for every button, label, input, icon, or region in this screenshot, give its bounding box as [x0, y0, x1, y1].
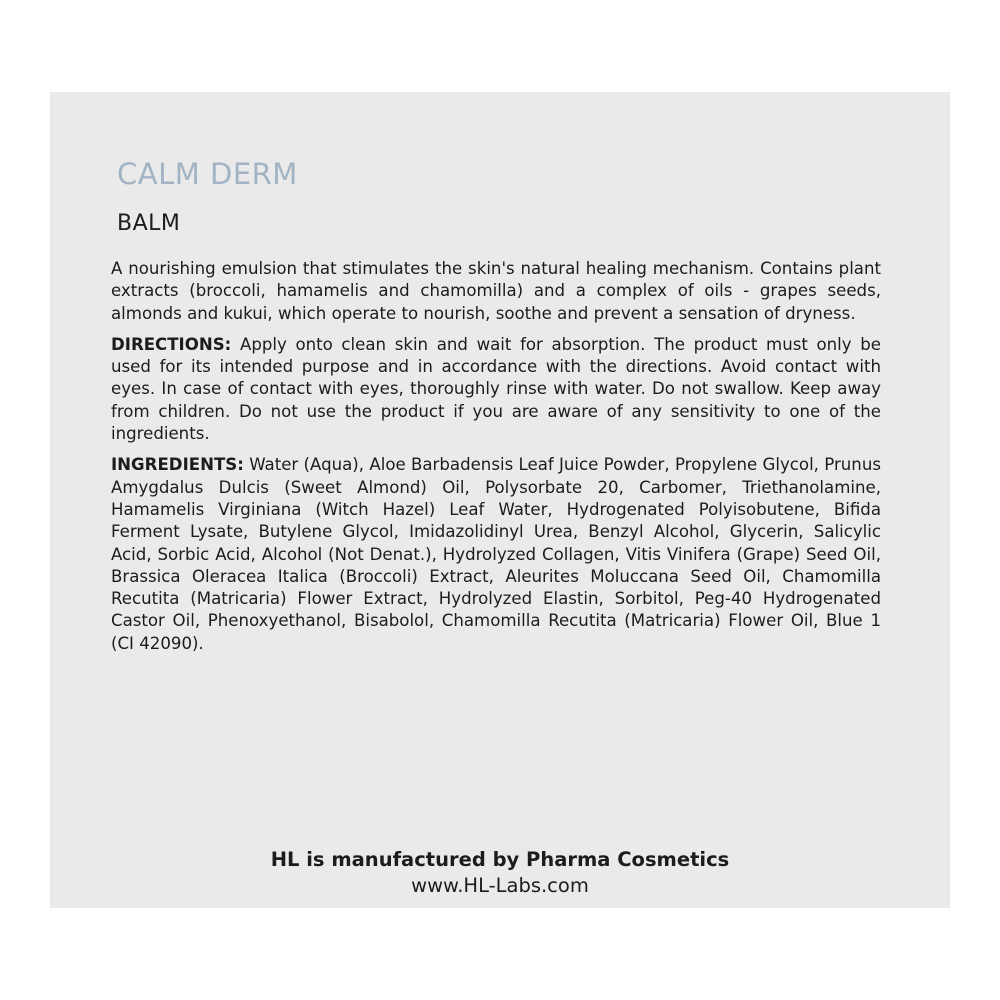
product-type: BALM: [117, 211, 181, 236]
directions-section: [111, 334, 881, 445]
directions-text: Apply onto clean skin and wait for absorption. The product must only be used for its intended purpose and in accordance with the directions. Avoid contact with eyes. In case of contact with eyes, thoroughly rinse with water. Do not swallow. Keep away from children. Do not use the product if you are aware of any sensitivity to one of the ingredients.: [111, 334, 881, 444]
directions-heading: DIRECTIONS:: [111, 334, 232, 354]
product-description: A nourishing emulsion that stimulates the skin's natural healing mechanism. Contains plant extracts (broccoli, hamamelis and chamomilla) and a complex of oils - grapes seeds, almonds and kukui, which operate to nourish, soothe and prevent a sensation of dryness.: [111, 259, 881, 323]
label-footer: [50, 847, 950, 899]
ingredients-text: Water (Aqua), Aloe Barbadensis Leaf Juice Powder, Propylene Glycol, Prunus Amygdalus Dulcis (Sweet Almond) Oil, Polysorbate 20, Carbomer, Triethanolamine, Hamamelis Virginiana (Witch Hazel) Leaf Water, Hydrogenated Polyisobutene, Bifida Ferment Lysate, Butylene Glycol, Imidazolidinyl Urea, Benzyl Alcohol, Glycerin, Salicylic Acid, Sorbic Acid, Alcohol (Not Denat.), Hydrolyzed Collagen, Vitis Vinifera (Grape) Seed Oil, Brassica Oleracea Italica (Broccoli) Extract, Aleurites Moluccana Seed Oil, Chamomilla Recutita (Matricaria) Flower Extract, Hydrolyzed Elastin, Sorbitol, Peg-40 Hydrogenated Castor Oil, Phenoxyethanol, Bisabolol, Chamomilla Recutita (Matricaria) Flower Oil, Blue 1 (CI 42090).: [111, 455, 881, 653]
website-address: www.HL-Labs.com: [411, 874, 589, 897]
label-body: [111, 258, 881, 655]
ingredients-heading: INGREDIENTS:: [111, 455, 244, 475]
manufacturer-statement: HL is manufactured by Pharma Cosmetics: [270, 848, 730, 871]
product-label: [50, 92, 950, 908]
brand-name: CALM DERM: [117, 157, 298, 191]
ingredients-section: [111, 454, 881, 655]
